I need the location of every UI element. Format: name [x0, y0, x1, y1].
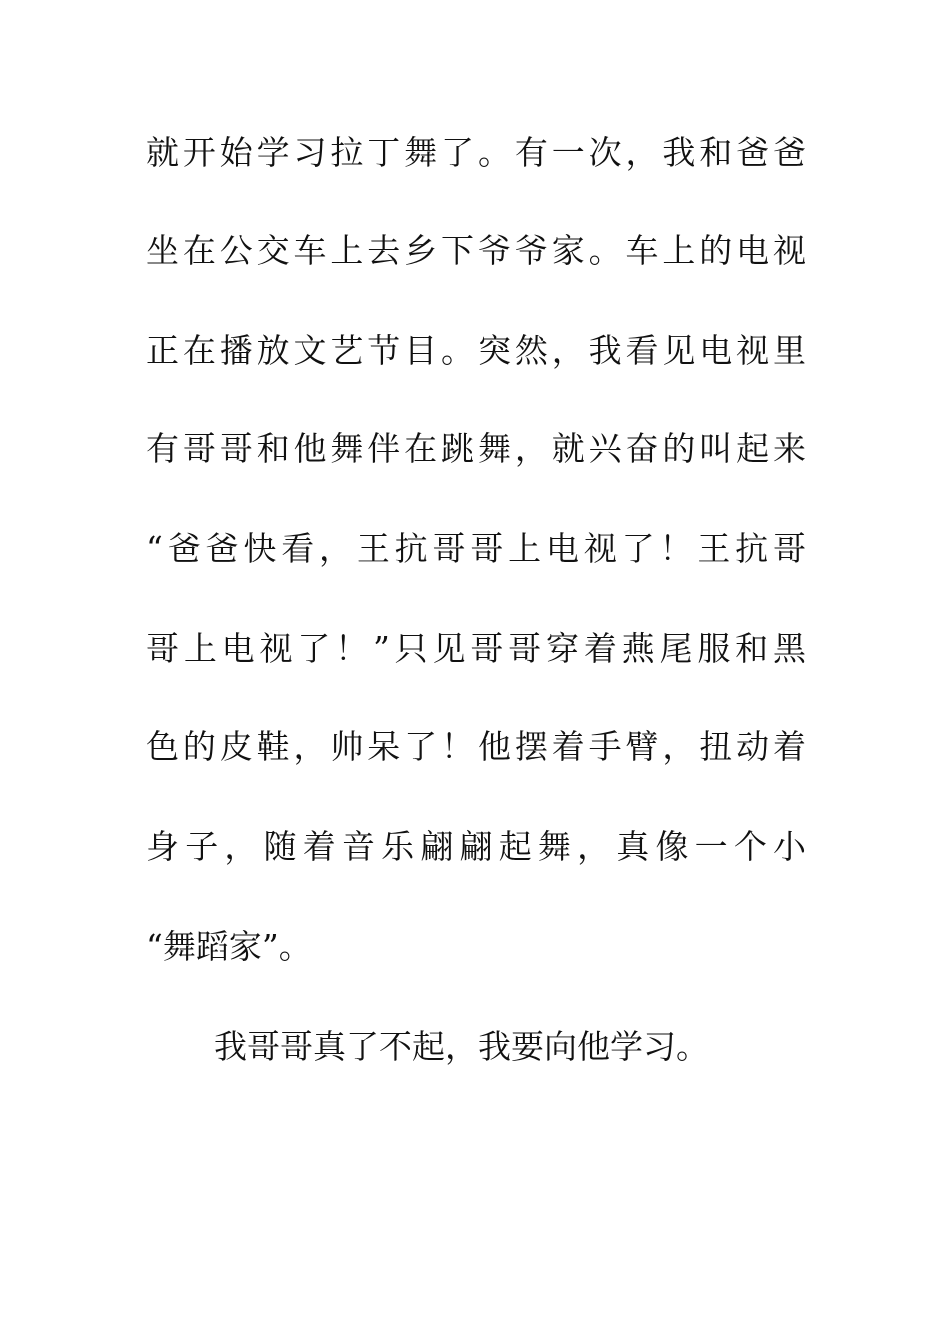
paragraph-line-1: 就开始学习拉丁舞了。有一次，我和爸爸 — [146, 133, 806, 172]
paragraph-line-4: 有哥哥和他舞伴在跳舞，就兴奋的叫起来 — [146, 429, 806, 468]
closing-paragraph: 我哥哥真了不起，我要向他学习。 — [214, 1027, 709, 1066]
paragraph-line-2: 坐在公交车上去乡下爷爷家。车上的电视 — [146, 231, 806, 270]
paragraph-line-3: 正在播放文艺节目。突然，我看见电视里 — [146, 331, 806, 370]
paragraph-line-7: 色的皮鞋，帅呆了！他摆着手臂，扭动着 — [146, 727, 806, 766]
paragraph-line-9: “舞蹈家”。 — [146, 927, 312, 966]
paragraph-line-6: 哥上电视了！”只见哥哥穿着燕尾服和黑 — [146, 629, 806, 668]
paragraph-line-8: 身子，随着音乐翩翩起舞，真像一个小 — [146, 827, 806, 866]
paragraph-line-5: “爸爸快看，王抗哥哥上电视了！王抗哥 — [146, 529, 806, 568]
